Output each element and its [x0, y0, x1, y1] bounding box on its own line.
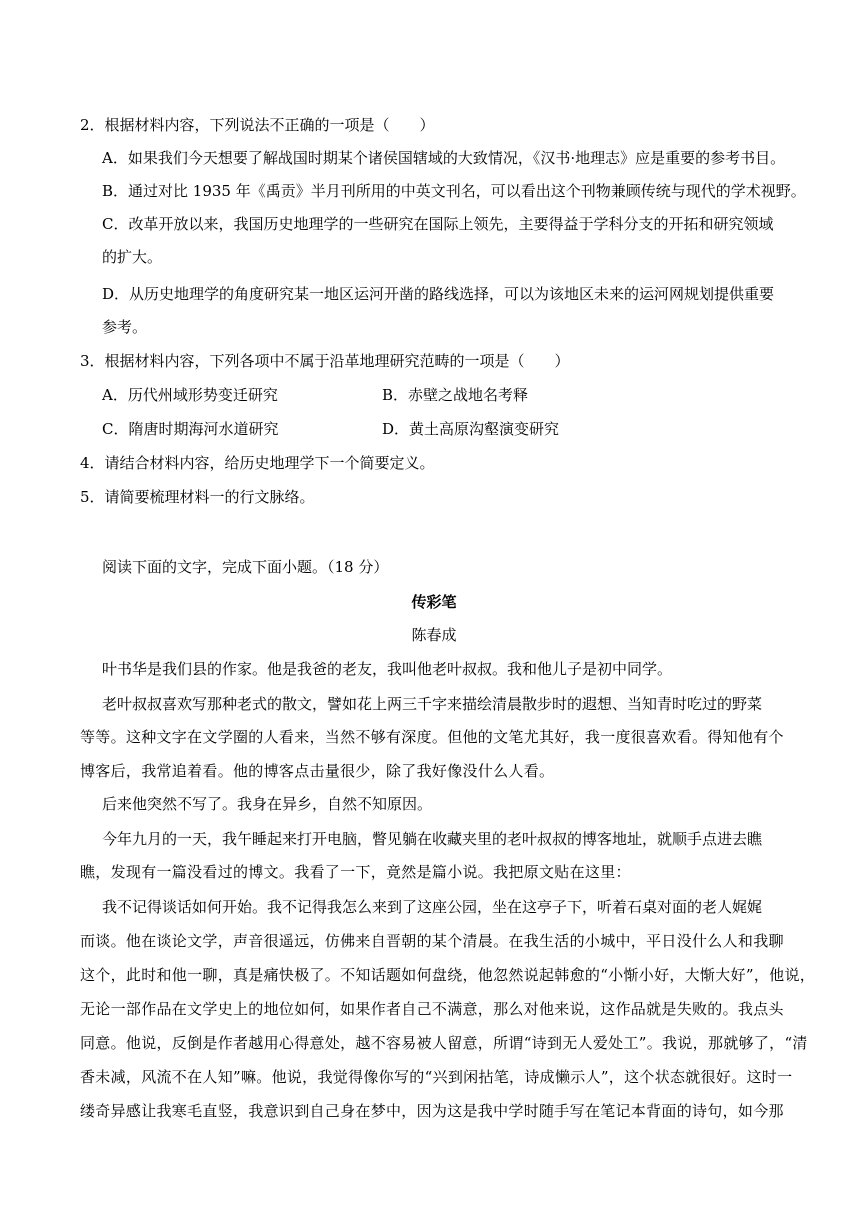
story-line: 今年九月的一天，我午睡起来打开电脑，瞥见躺在收藏夹里的老叶叔叔的博客地址，就顺手点进去瞧	[102, 830, 763, 848]
story-line: 同意。他说，反倒是作者越用心得意处，越不容易被人留意，所谓“诗到无人爱处工”。我说，那就够了，“清	[80, 1034, 808, 1052]
story-line: 而谈。他在谈论文学，声音很遥远，仿佛来自晋朝的某个清晨。在我生活的小城中，平日没什么人和我聊	[80, 932, 784, 950]
question-3-option-c: C．隋唐时期海河水道研究	[102, 420, 279, 438]
story-line: 博客后，我常追着看。他的博客点击量很少，除了我好像没什么人看。	[80, 762, 555, 780]
question-2-option-d: D．从历史地理学的角度研究某一地区运河开凿的路线选择，可以为该地区未来的运河网规划提供重要	[102, 285, 775, 303]
story-line: 缕奇异感让我寒毛直竖，我意识到自己身在梦中，因为这是我中学时随手写在笔记本背面的诗句，如今那	[80, 1102, 784, 1120]
story-line: 香未减，风流不在人知”嘛。他说，我觉得像你写的“兴到闲拈笔，诗成懒示人”，这个状态就很好。这时一	[80, 1068, 793, 1086]
question-3-option-b: B．赤壁之战地名考释	[382, 386, 529, 404]
story-line: 叶书华是我们县的作家。他是我爸的老友，我叫他老叶叔叔。我和他儿子是初中同学。	[102, 660, 673, 678]
question-2-stem: 2．根据材料内容，下列说法不正确的一项是（ ）	[80, 116, 435, 134]
story-line: 这个，此时和他一聊，真是痛快极了。不知话题如何盘绕，他忽然说起韩愈的“小惭小好，大惭大好”，他说，	[80, 966, 816, 984]
question-2-option-c-continued: 的扩大。	[102, 248, 163, 266]
question-2-option-c: C．改革开放以来，我国历史地理学的一些研究在国际上领先，主要得益于学科分支的开拓和研究领域	[102, 215, 774, 233]
story-line: 老叶叔叔喜欢写那种老式的散文，譬如花上两三千字来描绘清晨散步时的遐想、当知青时吃过的野菜	[102, 695, 763, 713]
question-5-stem: 5．请简要梳理材料一的行文脉络。	[80, 488, 315, 506]
story-title: 传彩笔	[411, 593, 457, 611]
question-2-option-a: A．如果我们今天想要了解战国时期某个诸侯国辖域的大致情况，《汉书·地理志》应是重要的参考书目。	[102, 149, 786, 167]
story-line: 无论一部作品在文学史上的地位如何，如果作者自己不满意，那么对他来说，这作品就是失败的。我点头	[80, 1000, 784, 1018]
story-author: 陈春成	[411, 626, 457, 644]
story-line: 后来他突然不写了。我身在异乡，自然不知原因。	[102, 795, 433, 813]
story-line: 我不记得谈话如何开始。我不记得我怎么来到了这座公园，坐在这亭子下，听着石桌对面的老人娓娓	[102, 898, 763, 916]
question-3-stem: 3．根据材料内容，下列各项中不属于沿革地理研究范畴的一项是（ ）	[80, 352, 570, 370]
question-3-option-d: D．黄土高原沟壑演变研究	[382, 420, 560, 438]
question-3-option-a: A．历代州域形势变迁研究	[102, 386, 278, 404]
story-line: 瞧，发现有一篇没看过的博文。我看了一下，竟然是篇小说。我把原文贴在这里：	[80, 863, 631, 881]
question-4-stem: 4．请结合材料内容，给历史地理学下一个简要定义。	[80, 454, 435, 472]
question-2-option-b: B．通过对比 1935 年《禹贡》半月刊所用的中英文刊名，可以看出这个刊物兼顾传统与现代的学术视野。	[102, 182, 806, 200]
question-2-option-d-continued: 参考。	[102, 318, 148, 336]
story-line: 等等。这种文字在文学圈的人看来，当然不够有深度。但他的文笔尤其好，我一度很喜欢看。得知他有个	[80, 728, 784, 746]
reading-instruction: 阅读下面的文字，完成下面小题。（18 分）	[102, 558, 389, 576]
